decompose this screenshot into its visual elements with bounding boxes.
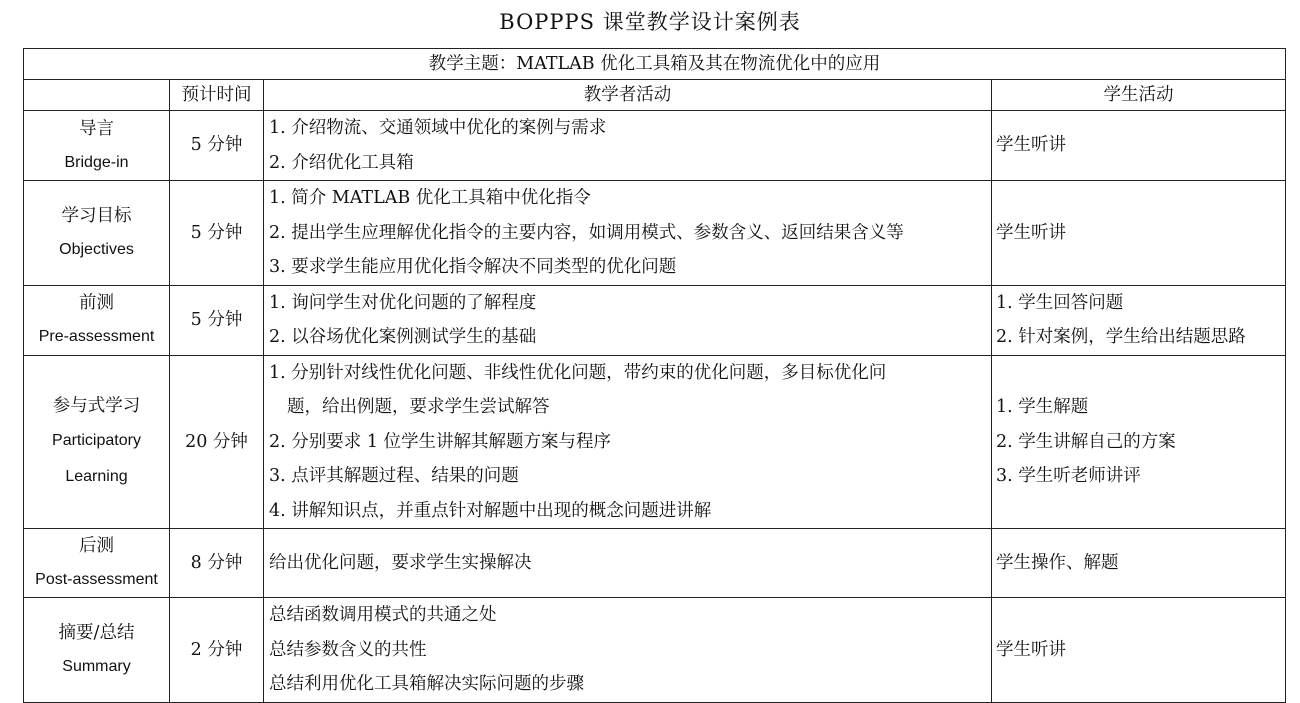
student-activity-cell — [992, 181, 1286, 286]
time-cell: 5 分钟 — [170, 111, 264, 181]
teacher-activity-line: 2. 分别要求 1 位学生讲解其解题方案与程序 — [269, 431, 612, 452]
teacher-activity-cell — [264, 355, 992, 529]
stage-cell — [24, 598, 170, 703]
header-student: 学生活动 — [992, 80, 1286, 111]
time-cell: 8 分钟 — [170, 529, 264, 598]
stage-cell — [24, 181, 170, 286]
stage-cell — [24, 529, 170, 598]
stage-name-cn: 前测 — [79, 293, 114, 313]
student-activity-cell — [992, 285, 1286, 355]
teacher-activity-cell — [264, 181, 992, 286]
stage-name-cn: 学习目标 — [61, 205, 132, 226]
header-time: 预计时间 — [170, 80, 264, 111]
student-activity-line: 2. 针对案例，学生给出结题思路 — [996, 327, 1246, 347]
teacher-activity-line: 2. 提出学生应理解优化指令的主要内容，如调用模式、参数含义、返回结果含义等 — [269, 222, 904, 243]
teacher-activity-cell — [264, 529, 992, 598]
page-title: BOPPPS 课堂教学设计案例表 — [499, 10, 801, 34]
teacher-activity-line: 1. 分别针对线性优化问题、非线性优化问题，带约束的优化问题，多目标优化问 — [269, 362, 887, 383]
stage-name-cn: 摘要/总结 — [58, 622, 135, 643]
teacher-activity-line: 3. 点评其解题过程、结果的问题 — [269, 466, 519, 486]
stage-name-cn: 参与式学习 — [52, 395, 141, 416]
student-activity-line: 学生听讲 — [996, 222, 1066, 243]
stage-cell — [24, 285, 170, 355]
student-activity-line: 学生听讲 — [996, 639, 1066, 660]
student-activity-line: 1. 学生解题 — [996, 397, 1089, 417]
stage-name-en: Post-assessment — [35, 571, 158, 588]
teacher-activity-line: 1. 介绍物流、交通领域中优化的案例与需求 — [269, 118, 607, 138]
student-activity-line: 3. 学生听老师讲评 — [996, 466, 1141, 486]
bopps-table — [23, 48, 1286, 703]
student-activity-cell — [992, 598, 1286, 703]
header-teacher: 教学者活动 — [264, 80, 992, 111]
student-activity-cell — [992, 355, 1286, 529]
stage-row — [24, 598, 1286, 703]
time-cell: 2 分钟 — [170, 598, 264, 703]
stage-name-en: Participatory Learning — [52, 431, 141, 485]
student-activity-line: 1. 学生回答问题 — [996, 292, 1124, 313]
stage-row — [24, 111, 1286, 181]
teacher-activity-line: 总结参数含义的共性 — [269, 639, 427, 660]
teacher-activity-cell — [264, 111, 992, 181]
teacher-activity-line: 1. 简介 MATLAB 优化工具箱中优化指令 — [269, 188, 591, 208]
teacher-activity-line: 2. 以谷场优化案例测试学生的基础 — [269, 327, 537, 347]
teacher-activity-cell — [264, 285, 992, 355]
student-activity-line: 学生操作、解题 — [996, 552, 1119, 573]
teacher-activity-line: 4. 讲解知识点，并重点针对解题中出现的概念问题进讲解 — [269, 500, 712, 521]
topic-row — [24, 49, 1286, 80]
teacher-activity-line: 给出优化问题，要求学生实操解决 — [269, 552, 532, 573]
time-cell: 5 分钟 — [170, 285, 264, 355]
time-cell: 5 分钟 — [170, 181, 264, 286]
stage-name-en: Bridge-in — [64, 153, 129, 171]
student-activity-cell — [992, 111, 1286, 181]
student-activity-line: 学生听讲 — [996, 135, 1066, 156]
stage-cell — [24, 355, 170, 529]
stage-name-en: Objectives — [59, 240, 134, 258]
stage-name-cn: 后测 — [79, 536, 114, 556]
stage-cell — [24, 111, 170, 181]
stage-row — [24, 529, 1286, 598]
topic-cell: 教学主题：MATLAB 优化工具箱及其在物流优化中的应用 — [24, 49, 1286, 80]
stage-name-en: Summary — [62, 657, 131, 675]
student-activity-line: 2. 学生讲解自己的方案 — [996, 431, 1176, 452]
time-cell: 20 分钟 — [170, 355, 264, 529]
header-row — [24, 80, 1286, 111]
teacher-activity-line: 题，给出例题，要求学生尝试解答 — [287, 397, 550, 417]
stage-name-cn: 导言 — [79, 118, 114, 139]
student-activity-cell — [992, 529, 1286, 598]
teacher-activity-line: 总结函数调用模式的共通之处 — [269, 605, 497, 625]
teacher-activity-cell — [264, 598, 992, 703]
header-stage — [24, 80, 170, 111]
teacher-activity-line: 3. 要求学生能应用优化指令解决不同类型的优化问题 — [269, 257, 677, 277]
teacher-activity-line: 2. 介绍优化工具箱 — [269, 152, 414, 173]
stage-name-en: Pre-assessment — [38, 328, 155, 345]
stage-row — [24, 285, 1286, 355]
stage-row — [24, 355, 1286, 529]
teacher-activity-line: 1. 询问学生对优化问题的了解程度 — [269, 292, 537, 313]
teacher-activity-line: 总结利用优化工具箱解决实际问题的步骤 — [269, 674, 584, 694]
stage-row — [24, 181, 1286, 286]
